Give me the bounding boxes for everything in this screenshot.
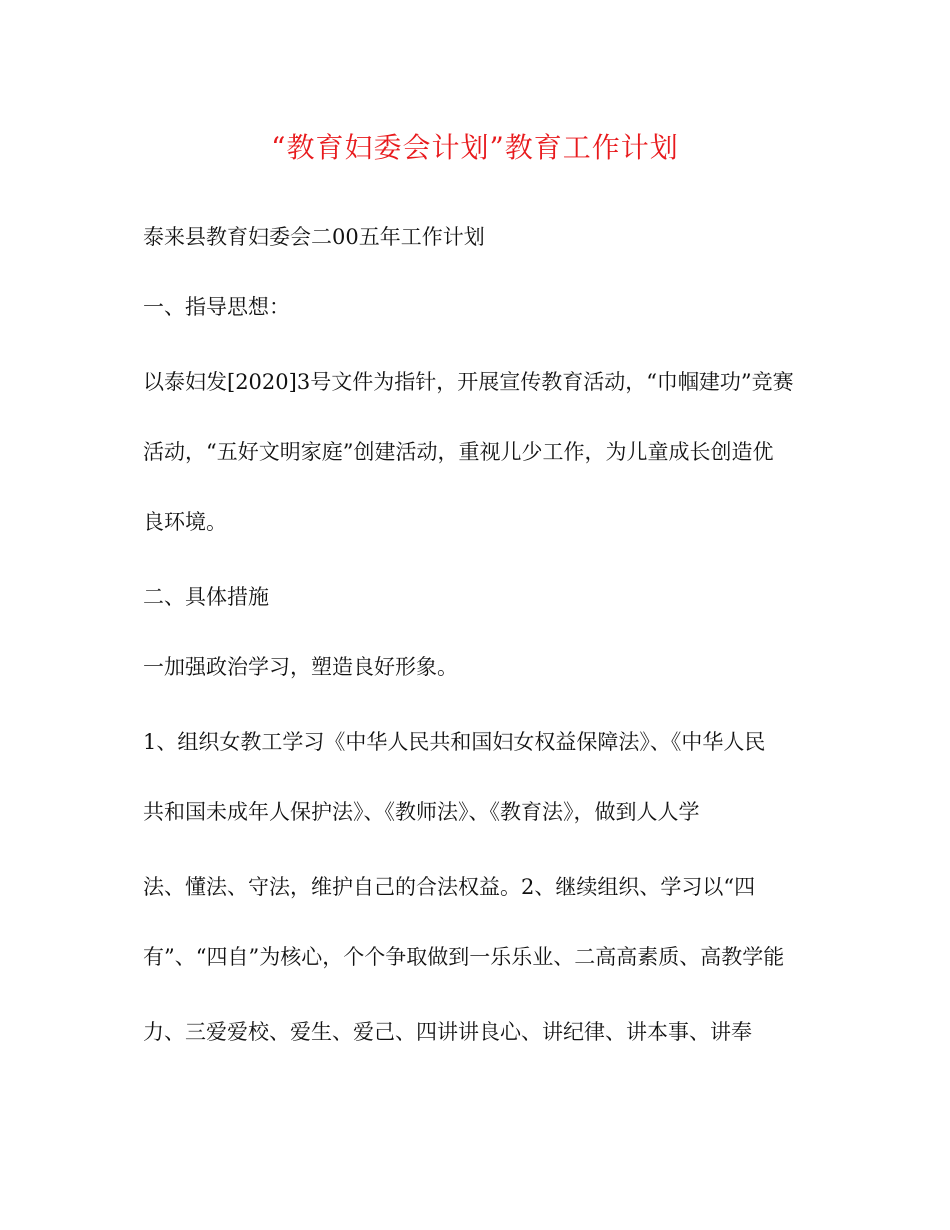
paragraph-line: 良环境。 (143, 510, 227, 534)
section-heading-guiding-ideology: 一、指导思想： (143, 295, 290, 319)
paragraph-line: 力、三爱爱校、爱生、爱己、四讲讲良心、讲纪律、讲本事、讲奉 (143, 1020, 752, 1044)
document-title: “教育妇委会计划”教育工作计划 (271, 131, 679, 164)
paragraph-line: 1、组织女教工学习《中华人民共和国妇女权益保障法》、《中华人民 (143, 730, 766, 754)
section-heading-measures: 二、具体措施 (143, 585, 269, 609)
paragraph-line: 有”、“四自”为核心，个个争取做到一乐乐业、二高高素质、高教学能 (143, 945, 785, 969)
paragraph-line: 活动，“五好文明家庭”创建活动，重视儿少工作，为儿童成长创造优 (143, 440, 774, 464)
doc-subtitle-line: 泰来县教育妇委会二00五年工作计划 (143, 225, 485, 249)
paragraph-line: 共和国未成年人保护法》、《教师法》、《教育法》，做到人人学 (143, 800, 700, 824)
paragraph-line: 以泰妇发[2020]3号文件为指针，开展宣传教育活动，“巾帼建功”竞赛 (143, 370, 794, 394)
paragraph-line: 法、懂法、守法，维护自己的合法权益。2、继续组织、学习以“四 (143, 875, 756, 899)
paragraph-line: 一加强政治学习，塑造良好形象。 (143, 655, 458, 679)
